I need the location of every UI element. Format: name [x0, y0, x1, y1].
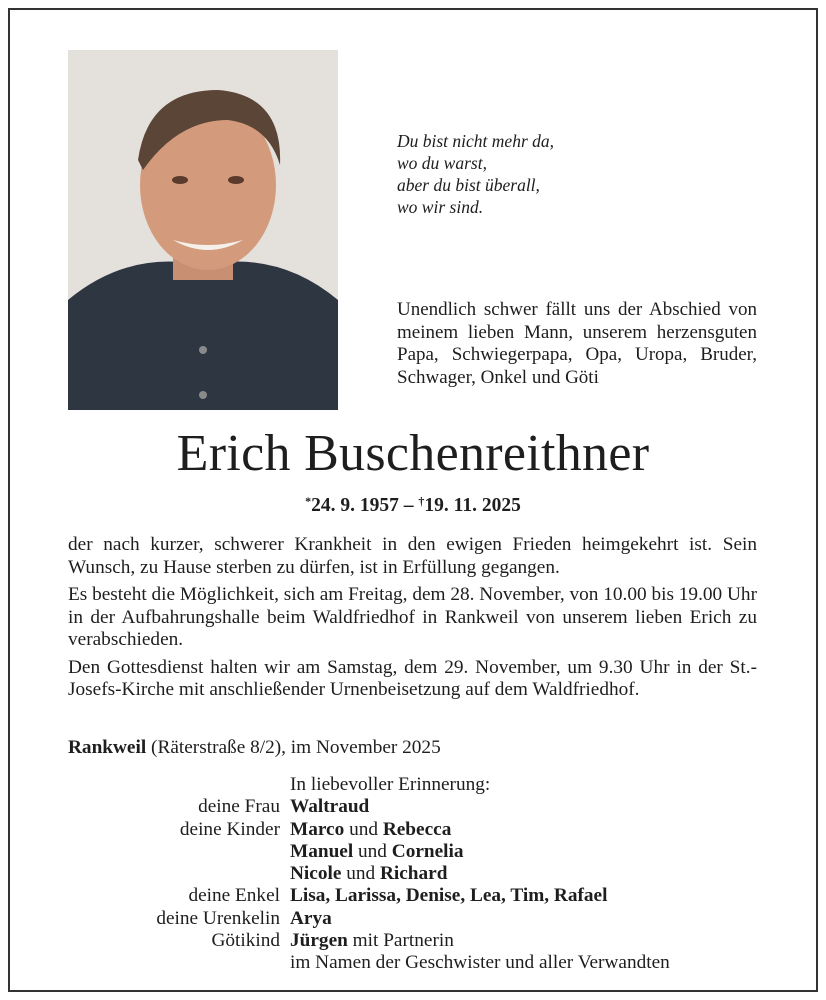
- quote-line: Du bist nicht mehr da,: [397, 131, 555, 151]
- mourner-row: [0, 796, 670, 818]
- place-address: (Räterstraße 8/2), im November 2025: [146, 737, 441, 758]
- mourner-name: Jürgen: [290, 930, 348, 952]
- mourner-row: [0, 930, 670, 952]
- quote-line: wo du warst,: [397, 153, 487, 173]
- death-date: 19. 11. 2025: [424, 495, 521, 516]
- birth-date: 24. 9. 1957: [311, 495, 399, 516]
- mourner-name: Rebecca: [382, 818, 452, 840]
- relation-label: Götikind: [211, 930, 280, 952]
- quote-line: aber du bist überall,: [397, 175, 540, 195]
- obituary-body: [68, 534, 757, 707]
- mourner-row: [0, 841, 670, 863]
- signature-heading: In liebevoller Erinnerung:: [290, 774, 491, 795]
- mourner-name: Manuel: [290, 840, 354, 862]
- intro-text: Unendlich schwer fällt uns der Abschied von meinem lieben Mann, unserem herzensguten Papa, Schwiegerpapa, Opa, Uropa, Bruder, Schwager, Onkel und Göti: [397, 299, 757, 388]
- quote-line: wo wir sind.: [397, 197, 484, 217]
- relation-label: deine Kinder: [179, 818, 280, 840]
- place-town: Rankweil: [68, 737, 147, 758]
- relation-label: deine Frau: [198, 796, 280, 818]
- mourner-name: Nicole: [290, 863, 342, 885]
- life-dates: [0, 494, 826, 517]
- mourner-row: [0, 863, 670, 885]
- mourner-row: [0, 885, 670, 907]
- signature-closing: im Namen der Geschwister und aller Verwandten: [290, 952, 670, 974]
- place-date-line: [68, 737, 441, 759]
- connector: und: [344, 818, 383, 840]
- mourner-name: Cornelia: [391, 840, 464, 862]
- mourner-row: [0, 819, 670, 841]
- mourners-list: [0, 774, 670, 975]
- portrait-photo: [68, 50, 338, 410]
- deceased-name: Erich Buschenreithner: [176, 425, 650, 482]
- relation-label: deine Enkel: [188, 885, 280, 907]
- mourner-name: Marco: [290, 818, 345, 840]
- mourner-row: [0, 908, 670, 930]
- mourner-name: Lisa, Larissa, Denise, Lea, Tim, Rafael: [290, 885, 608, 907]
- mourner-name: Richard: [379, 863, 448, 885]
- mourner-name: Arya: [290, 907, 332, 929]
- paragraph: Es besteht die Möglichkeit, sich am Freitag, dem 28. November, von 10.00 bis 19.00 Uhr in der Aufbahrungshalle beim Waldfriedhof in Rankweil von unserem lieben Erich zu verabschieden.: [68, 584, 757, 650]
- connector: mit Partnerin: [347, 930, 454, 952]
- birth-symbol: *: [305, 494, 312, 508]
- paragraph: Den Gottesdienst halten wir am Samstag, dem 29. November, um 9.30 Uhr in der St.-Josefs-Kirche mit anschließender Urnenbeisetzung auf dem Waldfriedhof.: [68, 656, 757, 700]
- connector: und: [353, 840, 392, 862]
- memorial-quote: [397, 130, 554, 218]
- connector: und: [341, 863, 380, 885]
- mourner-name: Waltraud: [290, 796, 370, 818]
- relation-label: deine Urenkelin: [156, 907, 280, 929]
- death-symbol: †: [418, 494, 425, 508]
- paragraph: der nach kurzer, schwerer Krankheit in den ewigen Frieden heimgekehrt ist. Sein Wunsch, zu Hause sterben zu dürfen, ist in Erfüllung gegangen.: [68, 534, 757, 578]
- date-separator: –: [398, 495, 419, 516]
